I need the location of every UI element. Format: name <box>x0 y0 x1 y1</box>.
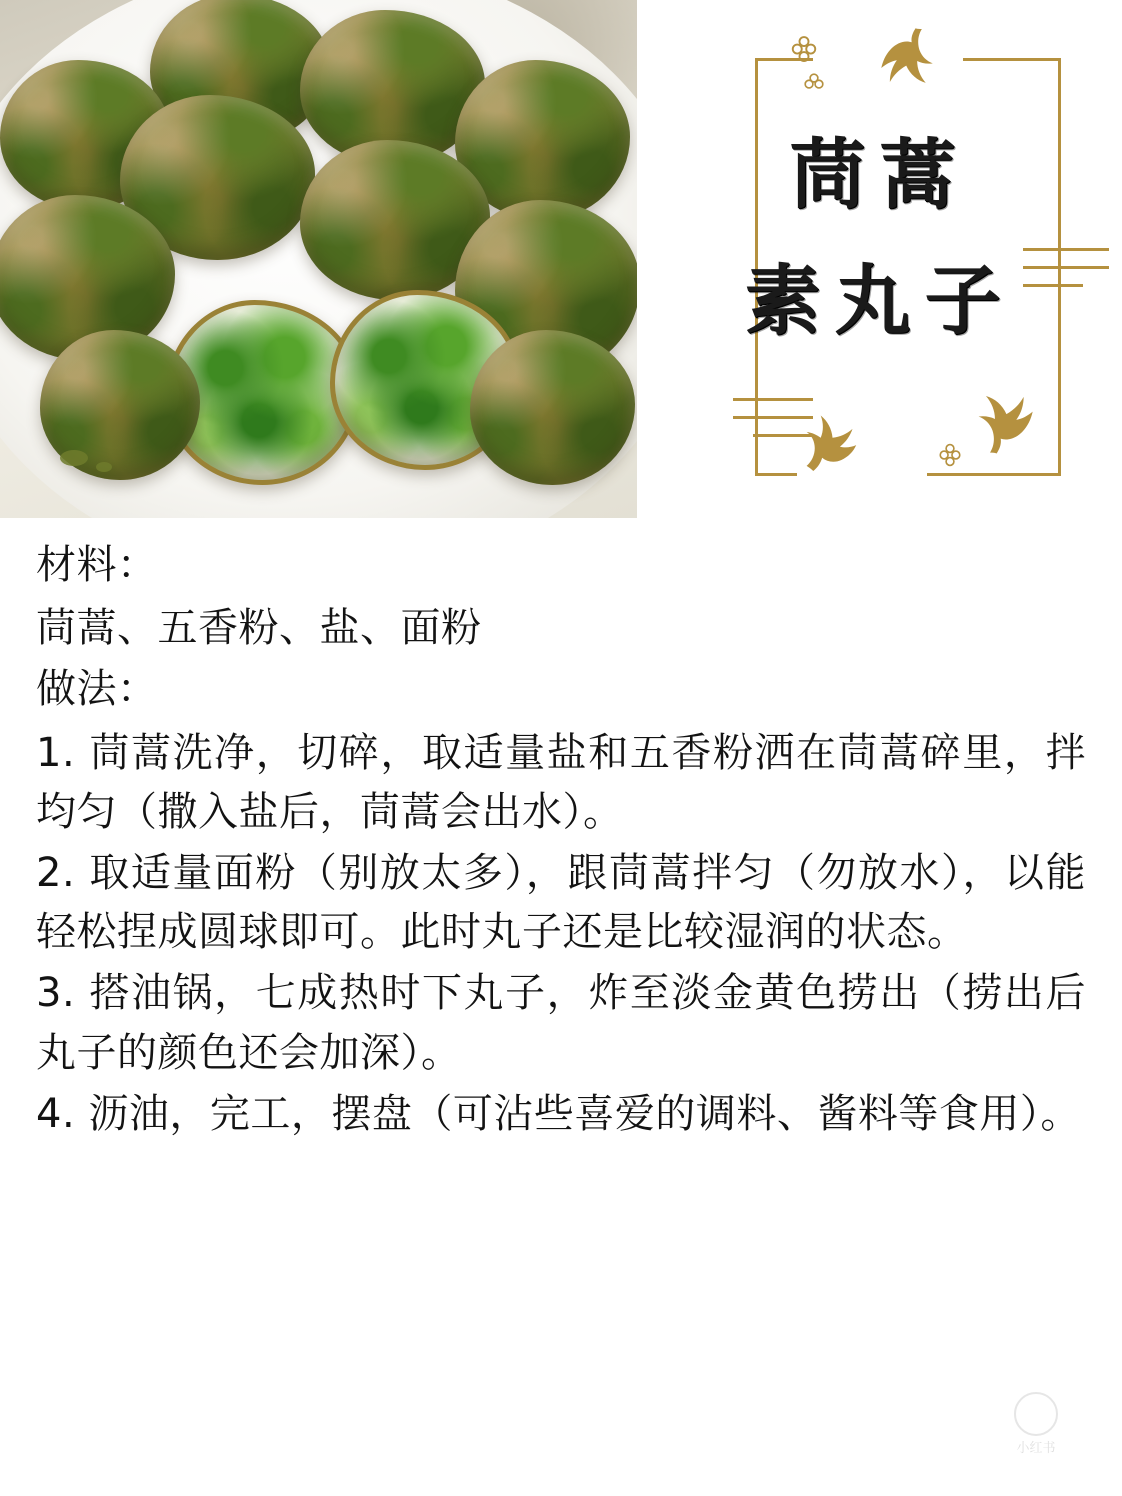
cloud-line <box>733 398 813 401</box>
food-photo <box>0 0 637 518</box>
cloud-line <box>753 434 813 437</box>
recipe-step: 3. 搭油锅，七成热时下丸子，炸至淡金黄色捞出（捞出后丸子的颜色还会加深）。 <box>36 970 1086 1076</box>
watermark-logo-icon <box>1014 1392 1058 1436</box>
blossom-icon <box>803 72 825 94</box>
blossom-icon <box>937 442 963 468</box>
food-ball <box>470 330 635 485</box>
recipe-step: 2. 取适量面粉（别放太多），跟茼蒿拌匀（勿放水），以能轻松捏成圆球即可。此时丸子还是比较湿润的状态。 <box>36 849 1086 956</box>
crane-icon <box>859 22 941 100</box>
recipe-body <box>0 518 1122 1146</box>
food-crumb <box>96 462 112 472</box>
food-crumb <box>60 450 88 466</box>
crane-icon <box>969 378 1057 460</box>
recipe-step: 4. 沥油，完工，摆盘（可沾些喜爱的调料、酱料等食用）。 <box>36 1090 1081 1137</box>
cloud-line <box>733 416 813 419</box>
title-line-1: 茼蒿 <box>789 130 970 219</box>
title-card <box>637 0 1122 518</box>
header-section <box>0 0 1122 518</box>
materials-heading: 材料： <box>36 542 158 588</box>
watermark-text: 小红书 <box>1016 1440 1056 1455</box>
page-title <box>637 112 1122 364</box>
blossom-icon <box>789 34 819 64</box>
materials-list: 茼蒿、五香粉、盐、面粉 <box>36 605 482 652</box>
steps-heading: 做法： <box>36 666 158 713</box>
crane-icon <box>795 400 873 474</box>
watermark <box>976 1392 1096 1462</box>
recipe-step: 1. 茼蒿洗净，切碎，取适量盐和五香粉洒在茼蒿碎里，拌均匀（撒入盐后，茼蒿会出水）。 <box>36 729 1086 835</box>
title-line-2: 素丸子 <box>744 256 1015 345</box>
